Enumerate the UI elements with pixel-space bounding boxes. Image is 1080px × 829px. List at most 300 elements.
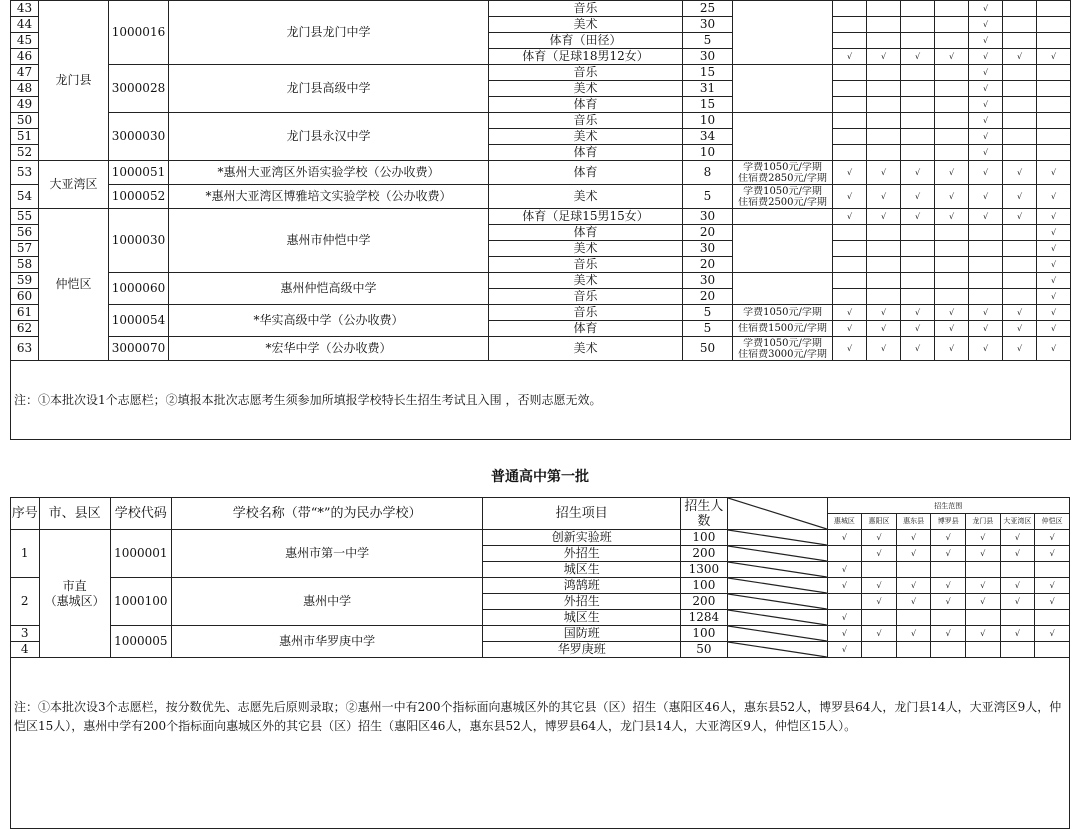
scope-mark xyxy=(867,273,901,289)
row-number: 1 xyxy=(11,530,40,578)
row-number: 53 xyxy=(11,161,39,185)
scope-mark: √ xyxy=(1035,578,1070,594)
recruit-count: 100 xyxy=(680,530,727,546)
scope-mark: √ xyxy=(833,185,867,209)
scope-mark xyxy=(935,97,969,113)
scope-mark: √ xyxy=(833,161,867,185)
county-cell xyxy=(39,530,110,658)
scope-mark xyxy=(901,1,935,17)
row-number: 2 xyxy=(11,578,40,626)
scope-mark: √ xyxy=(827,642,862,658)
header-name: 学校名称（带“*”的为民办学校） xyxy=(171,498,483,530)
scope-mark xyxy=(1003,17,1037,33)
scope-mark: √ xyxy=(862,578,897,594)
scope-mark: √ xyxy=(969,113,1003,129)
scope-mark: √ xyxy=(966,594,1001,610)
scope-mark: √ xyxy=(867,185,901,209)
scope-mark: √ xyxy=(966,530,1001,546)
scope-mark xyxy=(833,65,867,81)
school-code: 3000070 xyxy=(109,337,169,361)
scope-mark xyxy=(867,129,901,145)
scope-mark: √ xyxy=(935,209,969,225)
scope-mark xyxy=(935,33,969,49)
batch2-table xyxy=(10,497,1070,829)
scope-mark: √ xyxy=(1037,337,1071,361)
header-region: 惠阳区 xyxy=(862,514,897,530)
fee-cell xyxy=(733,161,833,185)
school-name: 龙门县永汉中学 xyxy=(169,113,489,161)
note-row xyxy=(11,658,1070,829)
recruit-project: 外招生 xyxy=(483,594,681,610)
fee-cell xyxy=(733,225,833,273)
recruit-project: 美术 xyxy=(489,17,683,33)
county-cell: 龙门县 xyxy=(39,1,109,161)
scope-mark: √ xyxy=(966,626,1001,642)
diagonal-cell xyxy=(727,594,827,610)
scope-mark xyxy=(1003,65,1037,81)
recruit-count: 15 xyxy=(683,97,733,113)
fee-line: 学费1050元/学期 xyxy=(743,185,822,197)
scope-mark xyxy=(901,225,935,241)
school-code: 1000005 xyxy=(110,626,171,658)
scope-mark xyxy=(1003,257,1037,273)
scope-mark: √ xyxy=(901,321,935,337)
scope-mark: √ xyxy=(896,546,931,562)
scope-mark xyxy=(969,225,1003,241)
header-region: 惠城区 xyxy=(827,514,862,530)
scope-mark: √ xyxy=(966,546,1001,562)
diagonal-cell xyxy=(727,562,827,578)
scope-mark xyxy=(833,97,867,113)
scope-mark: √ xyxy=(969,145,1003,161)
scope-mark: √ xyxy=(1003,49,1037,65)
recruit-count: 30 xyxy=(683,209,733,225)
scope-mark: √ xyxy=(896,578,931,594)
scope-mark: √ xyxy=(901,209,935,225)
scope-mark: √ xyxy=(1037,305,1071,321)
scope-mark: √ xyxy=(935,337,969,361)
scope-mark xyxy=(833,33,867,49)
scope-mark: √ xyxy=(966,578,1001,594)
scope-mark xyxy=(1035,562,1070,578)
scope-mark: √ xyxy=(833,305,867,321)
scope-mark xyxy=(935,81,969,97)
scope-mark xyxy=(1037,97,1071,113)
scope-mark: √ xyxy=(969,17,1003,33)
school-code: 1000060 xyxy=(109,273,169,305)
row-number: 46 xyxy=(11,49,39,65)
recruit-project: 音乐 xyxy=(489,65,683,81)
fee-line: 学费1050元/学期 xyxy=(743,161,822,173)
header-region: 惠东县 xyxy=(896,514,931,530)
row-number: 55 xyxy=(11,209,39,225)
school-name: 惠州市第一中学 xyxy=(171,530,483,578)
scope-mark: √ xyxy=(1003,321,1037,337)
recruit-count: 100 xyxy=(680,626,727,642)
fee-line: 住宿费3000元/学期 xyxy=(738,348,827,360)
scope-mark xyxy=(1037,65,1071,81)
scope-mark: √ xyxy=(1037,257,1071,273)
row-number: 51 xyxy=(11,129,39,145)
scope-mark xyxy=(935,129,969,145)
row-number: 57 xyxy=(11,241,39,257)
header-code: 学校代码 xyxy=(110,498,171,530)
recruit-project: 体育（足球18男12女） xyxy=(489,49,683,65)
scope-mark: √ xyxy=(969,161,1003,185)
scope-mark: √ xyxy=(931,594,966,610)
recruit-count: 31 xyxy=(683,81,733,97)
scope-mark xyxy=(1037,33,1071,49)
scope-mark: √ xyxy=(901,185,935,209)
header-diagonal xyxy=(727,498,827,530)
scope-mark: √ xyxy=(867,305,901,321)
row-number: 62 xyxy=(11,321,39,337)
scope-mark xyxy=(833,225,867,241)
scope-mark xyxy=(901,273,935,289)
scope-mark: √ xyxy=(896,626,931,642)
scope-mark: √ xyxy=(1000,530,1035,546)
scope-mark xyxy=(833,241,867,257)
batch1-table xyxy=(10,0,1071,440)
scope-mark: √ xyxy=(1000,546,1035,562)
recruit-project: 创新实验班 xyxy=(483,530,681,546)
scope-mark xyxy=(867,225,901,241)
scope-mark: √ xyxy=(935,49,969,65)
fee-cell xyxy=(733,273,833,305)
school-code: 1000030 xyxy=(109,209,169,273)
row-number: 61 xyxy=(11,305,39,321)
scope-mark: √ xyxy=(1000,578,1035,594)
row-number: 47 xyxy=(11,65,39,81)
school-name: 龙门县高级中学 xyxy=(169,65,489,113)
scope-mark: √ xyxy=(862,546,897,562)
recruit-project: 美术 xyxy=(489,241,683,257)
fee-cell xyxy=(733,209,833,225)
recruit-project: 体育 xyxy=(489,161,683,185)
scope-mark: √ xyxy=(969,337,1003,361)
school-name: 惠州中学 xyxy=(171,578,483,626)
county-line: 市直 xyxy=(62,578,87,593)
scope-mark: √ xyxy=(827,578,862,594)
recruit-project: 城区生 xyxy=(483,562,681,578)
school-code: 1000100 xyxy=(110,578,171,626)
row-number: 48 xyxy=(11,81,39,97)
scope-mark: √ xyxy=(867,209,901,225)
scope-mark xyxy=(931,610,966,626)
recruit-count: 200 xyxy=(680,546,727,562)
scope-mark xyxy=(935,113,969,129)
scope-mark xyxy=(935,225,969,241)
scope-mark xyxy=(833,273,867,289)
fee-cell xyxy=(733,185,833,209)
recruit-project: 音乐 xyxy=(489,113,683,129)
scope-mark xyxy=(901,113,935,129)
scope-mark: √ xyxy=(1003,337,1037,361)
table-row xyxy=(11,185,1071,209)
scope-mark xyxy=(1003,129,1037,145)
scope-mark xyxy=(1003,241,1037,257)
school-name: 惠州仲恺高级中学 xyxy=(169,273,489,305)
header-scope: 招生范围 xyxy=(827,498,1069,514)
table-row xyxy=(11,209,1071,225)
recruit-count: 30 xyxy=(683,49,733,65)
school-code: 1000052 xyxy=(109,185,169,209)
scope-mark xyxy=(1003,81,1037,97)
recruit-project: 音乐 xyxy=(489,1,683,17)
school-name: *宏华中学（公办收费） xyxy=(169,337,489,361)
recruit-project: 音乐 xyxy=(489,305,683,321)
recruit-count: 5 xyxy=(683,321,733,337)
scope-mark xyxy=(862,562,897,578)
scope-mark: √ xyxy=(833,49,867,65)
county-line: （惠城区） xyxy=(44,593,105,608)
scope-mark xyxy=(827,546,862,562)
row-number: 45 xyxy=(11,33,39,49)
fee-cell xyxy=(733,113,833,161)
recruit-count: 50 xyxy=(683,337,733,361)
scope-mark xyxy=(966,642,1001,658)
scope-mark xyxy=(867,81,901,97)
scope-mark xyxy=(969,241,1003,257)
recruit-project: 美术 xyxy=(489,185,683,209)
scope-mark xyxy=(833,257,867,273)
scope-mark xyxy=(1037,145,1071,161)
batch2-note: 注：①本批次设3个志愿栏，按分数优先、志愿先后原则录取；②惠州一中有200个指标面向惠城区外的其它县（区）招生（惠阳区46人，惠东县52人，博罗县64人，龙门县14人，大亚湾区9人，仲恺区15人），惠州中学有200个指标面向惠城区外的其它县（区）招生（惠阳区46人，惠东县52人，博罗县64人，龙门县14人，大亚湾区9人，仲恺区15人）。 xyxy=(11,658,1070,829)
scope-mark xyxy=(867,17,901,33)
row-number: 58 xyxy=(11,257,39,273)
scope-mark: √ xyxy=(1035,546,1070,562)
scope-mark: √ xyxy=(833,337,867,361)
fee-line: 住宿费1500元/学期 xyxy=(738,323,827,334)
row-number: 56 xyxy=(11,225,39,241)
batch2-body xyxy=(11,498,1070,829)
recruit-count: 34 xyxy=(683,129,733,145)
scope-mark xyxy=(1037,17,1071,33)
scope-mark xyxy=(1003,289,1037,305)
recruit-count: 30 xyxy=(683,17,733,33)
scope-mark xyxy=(1003,273,1037,289)
scope-mark: √ xyxy=(935,305,969,321)
school-code: 3000028 xyxy=(109,65,169,113)
scope-mark: √ xyxy=(1037,185,1071,209)
scope-mark: √ xyxy=(896,530,931,546)
row-number: 63 xyxy=(11,337,39,361)
scope-mark xyxy=(1003,113,1037,129)
scope-mark: √ xyxy=(969,65,1003,81)
recruit-count: 100 xyxy=(680,578,727,594)
scope-mark xyxy=(969,257,1003,273)
scope-mark: √ xyxy=(833,209,867,225)
scope-mark xyxy=(833,129,867,145)
recruit-count: 30 xyxy=(683,241,733,257)
scope-mark xyxy=(833,1,867,17)
diagonal-cell xyxy=(727,642,827,658)
table-row xyxy=(11,113,1071,129)
scope-mark: √ xyxy=(1003,161,1037,185)
scope-mark xyxy=(901,17,935,33)
diagonal-cell xyxy=(727,578,827,594)
scope-mark xyxy=(867,241,901,257)
scope-mark xyxy=(901,257,935,273)
row-number: 49 xyxy=(11,97,39,113)
scope-mark xyxy=(896,562,931,578)
recruit-project: 美术 xyxy=(489,337,683,361)
scope-mark xyxy=(1037,1,1071,17)
scope-mark xyxy=(896,642,931,658)
header-region: 博罗县 xyxy=(931,514,966,530)
recruit-project: 华罗庚班 xyxy=(483,642,681,658)
scope-mark xyxy=(1003,145,1037,161)
scope-mark xyxy=(833,81,867,97)
scope-mark xyxy=(901,81,935,97)
recruit-project: 美术 xyxy=(489,81,683,97)
school-code: 3000030 xyxy=(109,113,169,161)
scope-mark: √ xyxy=(901,305,935,321)
scope-mark xyxy=(901,97,935,113)
scope-mark xyxy=(935,289,969,305)
recruit-project: 鸿鹄班 xyxy=(483,578,681,594)
school-name: *华实高级中学（公办收费） xyxy=(169,305,489,337)
scope-mark: √ xyxy=(969,185,1003,209)
recruit-count: 10 xyxy=(683,113,733,129)
batch1-body xyxy=(11,1,1071,440)
scope-mark: √ xyxy=(901,49,935,65)
fee-line: 住宿费2850元/学期 xyxy=(738,172,827,184)
header-region: 龙门县 xyxy=(966,514,1001,530)
row-number: 3 xyxy=(11,626,40,642)
scope-mark: √ xyxy=(1037,321,1071,337)
school-name: *惠州大亚湾区外语实验学校（公办收费） xyxy=(169,161,489,185)
scope-mark xyxy=(935,241,969,257)
recruit-count: 8 xyxy=(683,161,733,185)
scope-mark xyxy=(901,33,935,49)
scope-mark xyxy=(901,241,935,257)
scope-mark xyxy=(862,610,897,626)
scope-mark xyxy=(901,65,935,81)
scope-mark: √ xyxy=(1037,289,1071,305)
scope-mark xyxy=(1003,33,1037,49)
scope-mark: √ xyxy=(867,337,901,361)
recruit-count: 30 xyxy=(683,273,733,289)
scope-mark xyxy=(1037,129,1071,145)
scope-mark: √ xyxy=(969,49,1003,65)
scope-mark: √ xyxy=(833,321,867,337)
scope-mark xyxy=(867,145,901,161)
scope-mark xyxy=(867,33,901,49)
fee-line: 住宿费2500元/学期 xyxy=(738,196,827,208)
recruit-count: 200 xyxy=(680,594,727,610)
scope-mark: √ xyxy=(1037,225,1071,241)
header-project: 招生项目 xyxy=(483,498,681,530)
scope-mark: √ xyxy=(935,321,969,337)
scope-mark xyxy=(1035,610,1070,626)
scope-mark xyxy=(966,562,1001,578)
scope-mark xyxy=(931,642,966,658)
table-row xyxy=(11,626,1070,642)
scope-mark: √ xyxy=(1037,273,1071,289)
scope-mark xyxy=(867,113,901,129)
recruit-count: 5 xyxy=(683,305,733,321)
scope-mark xyxy=(969,289,1003,305)
batch1-note: 注：①本批次设1个志愿栏；②填报本批次志愿考生须参加所填报学校特长生招生考试且入围 ，否则志愿无效。 xyxy=(11,361,1071,440)
recruit-project: 音乐 xyxy=(489,289,683,305)
recruit-count: 10 xyxy=(683,145,733,161)
table-row xyxy=(11,1,1071,17)
fee-cell xyxy=(733,305,833,321)
scope-mark xyxy=(1035,642,1070,658)
table-row xyxy=(11,65,1071,81)
scope-mark: √ xyxy=(827,530,862,546)
table-row xyxy=(11,273,1071,289)
row-number: 54 xyxy=(11,185,39,209)
scope-mark xyxy=(935,257,969,273)
scope-mark xyxy=(833,289,867,305)
county-cell: 大亚湾区 xyxy=(39,161,109,209)
scope-mark: √ xyxy=(969,81,1003,97)
diagonal-cell xyxy=(727,530,827,546)
school-code: 1000001 xyxy=(110,530,171,578)
header-count: 招生人数 xyxy=(680,498,727,530)
scope-mark: √ xyxy=(969,209,1003,225)
scope-mark: √ xyxy=(1037,209,1071,225)
school-code: 1000016 xyxy=(109,1,169,65)
recruit-project: 外招生 xyxy=(483,546,681,562)
header-no: 序号 xyxy=(11,498,40,530)
scope-mark xyxy=(901,145,935,161)
scope-mark: √ xyxy=(931,578,966,594)
scope-mark: √ xyxy=(1037,49,1071,65)
scope-mark: √ xyxy=(969,1,1003,17)
recruit-project: 美术 xyxy=(489,129,683,145)
scope-mark xyxy=(833,17,867,33)
recruit-count: 1300 xyxy=(680,562,727,578)
scope-mark: √ xyxy=(931,530,966,546)
scope-mark: √ xyxy=(931,546,966,562)
scope-mark: √ xyxy=(867,49,901,65)
scope-mark: √ xyxy=(1035,594,1070,610)
recruit-count: 20 xyxy=(683,225,733,241)
scope-mark xyxy=(896,610,931,626)
school-name: *惠州大亚湾区博雅培文实验学校（公办收费） xyxy=(169,185,489,209)
scope-mark: √ xyxy=(931,626,966,642)
fee-cell xyxy=(733,1,833,65)
fee-cell xyxy=(733,337,833,361)
scope-mark xyxy=(833,145,867,161)
scope-mark: √ xyxy=(867,321,901,337)
scope-mark: √ xyxy=(1037,241,1071,257)
school-code: 1000051 xyxy=(109,161,169,185)
row-number: 59 xyxy=(11,273,39,289)
scope-mark xyxy=(935,273,969,289)
scope-mark xyxy=(1003,97,1037,113)
recruit-count: 25 xyxy=(683,1,733,17)
scope-mark xyxy=(1000,642,1035,658)
scope-mark: √ xyxy=(1003,209,1037,225)
scope-mark: √ xyxy=(1000,626,1035,642)
scope-mark: √ xyxy=(862,626,897,642)
scope-mark xyxy=(935,145,969,161)
table-row xyxy=(11,337,1071,361)
scope-mark: √ xyxy=(827,610,862,626)
fee-line: 学费1050元/学期 xyxy=(743,307,822,318)
scope-mark: √ xyxy=(935,161,969,185)
scope-mark: √ xyxy=(827,562,862,578)
row-number: 60 xyxy=(11,289,39,305)
scope-mark xyxy=(1037,81,1071,97)
row-number: 43 xyxy=(11,1,39,17)
scope-mark xyxy=(931,562,966,578)
county-cell: 仲恺区 xyxy=(39,209,109,361)
